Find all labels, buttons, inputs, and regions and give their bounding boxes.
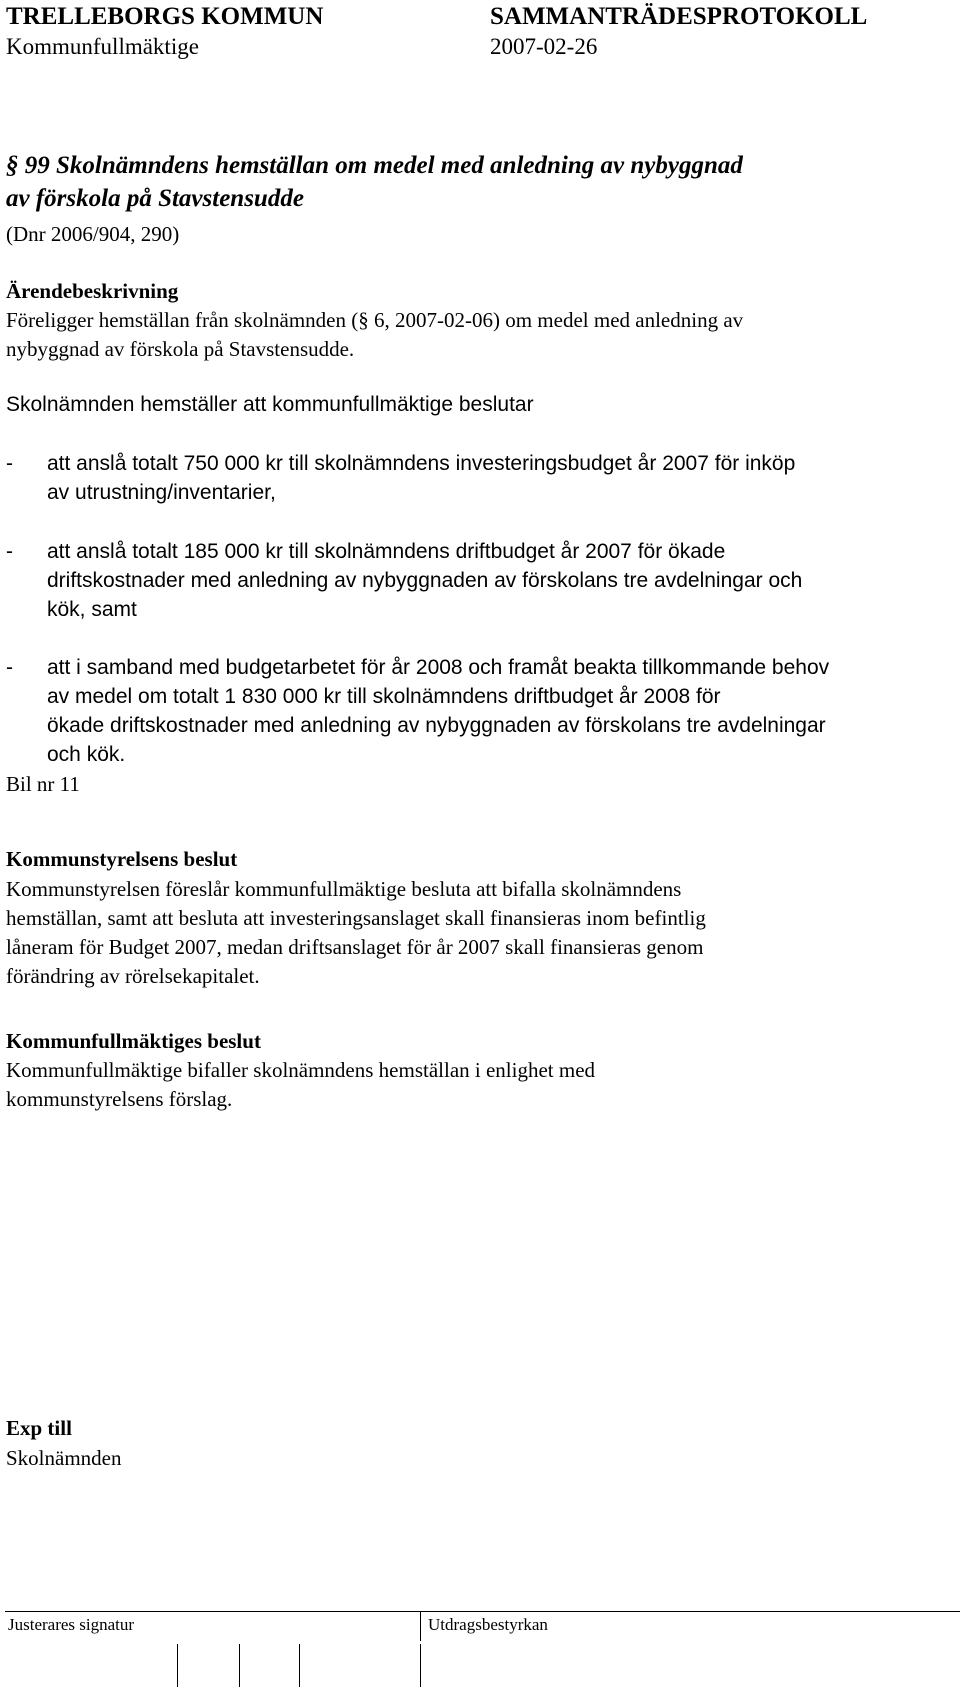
proposal-item2-line2: driftskostnader med anledning av nybyggnaden av förskolans tre avdelningar och <box>47 569 803 592</box>
footer-top-rule <box>5 1611 960 1612</box>
proposal-item2-line3: kök, samt <box>47 598 137 621</box>
meeting-body: Kommunfullmäktige <box>6 34 199 59</box>
ks-beslut-heading: Kommunstyrelsens beslut <box>6 847 238 871</box>
proposal-item2-dash: - <box>6 540 13 563</box>
kf-beslut-line1: Kommunfullmäktige bifaller skolnämndens hemställan i enlighet med <box>6 1058 596 1082</box>
signature-box-divider-4 <box>420 1644 421 1687</box>
section-title-line2: av förskola på Stavstensudde <box>6 185 304 212</box>
proposal-item3-dash: - <box>6 656 13 679</box>
ks-beslut-line4: förändring av rörelsekapitalet. <box>6 964 260 988</box>
signature-box-divider-2 <box>239 1644 240 1687</box>
ks-beslut-line3: låneram för Budget 2007, medan driftsanslaget för år 2007 skall finansieras genom <box>6 935 704 959</box>
utdragsbestyrkan-label: Utdragsbestyrkan <box>428 1615 548 1634</box>
expedition-heading: Exp till <box>6 1416 72 1440</box>
document-type: SAMMANTRÄDESPROTOKOLL <box>490 3 868 30</box>
proposal-item1-line1: att anslå totalt 750 000 kr till skolnämndens investeringsbudget år 2007 för inköp <box>47 452 796 475</box>
ks-beslut-line1: Kommunstyrelsen föreslår kommunfullmäktige besluta att bifalla skolnämndens <box>6 877 682 901</box>
attachment-reference: Bil nr 11 <box>6 772 80 796</box>
proposal-item3-line2: av medel om totalt 1 830 000 kr till skolnämndens driftbudget år 2008 för <box>47 685 721 708</box>
kf-beslut-line2: kommunstyrelsens förslag. <box>6 1087 233 1111</box>
proposal-intro: Skolnämnden hemställer att kommunfullmäktige beslutar <box>6 393 534 416</box>
section-title-line1: § 99 Skolnämndens hemställan om medel med anledning av nybyggnad <box>6 152 743 179</box>
proposal-item1-dash: - <box>6 452 13 475</box>
signature-box-divider-3 <box>299 1644 300 1687</box>
proposal-item1-line2: av utrustning/inventarier, <box>47 481 276 504</box>
proposal-item2-line1: att anslå totalt 185 000 kr till skolnämndens driftbudget år 2007 för ökade <box>47 540 726 563</box>
justerares-signatur-label: Justerares signatur <box>8 1615 135 1634</box>
ks-beslut-line2: hemställan, samt att besluta att investeringsanslaget skall finansieras inom befintlig <box>6 906 706 930</box>
org-name: TRELLEBORGS KOMMUN <box>6 3 324 30</box>
kf-beslut-heading: Kommunfullmäktiges beslut <box>6 1029 261 1053</box>
footer-column-divider <box>420 1611 421 1641</box>
arendebeskrivning-line1: Föreligger hemställan från skolnämnden (§ 6, 2007-02-06) om medel med anledning av <box>6 308 744 332</box>
diary-number: (Dnr 2006/904, 290) <box>6 222 180 246</box>
expedition-recipient: Skolnämnden <box>6 1446 122 1470</box>
proposal-item3-line4: och kök. <box>47 743 126 766</box>
proposal-item3-line3: ökade driftskostnader med anledning av nybyggnaden av förskolans tre avdelningar <box>47 714 826 737</box>
signature-box-divider-1 <box>177 1644 178 1687</box>
meeting-date: 2007-02-26 <box>490 34 598 59</box>
arendebeskrivning-line2: nybyggnad av förskola på Stavstensudde. <box>6 337 355 361</box>
proposal-item3-line1: att i samband med budgetarbetet för år 2008 och framåt beakta tillkommande behov <box>47 656 830 679</box>
arendebeskrivning-heading: Ärendebeskrivning <box>6 279 179 303</box>
